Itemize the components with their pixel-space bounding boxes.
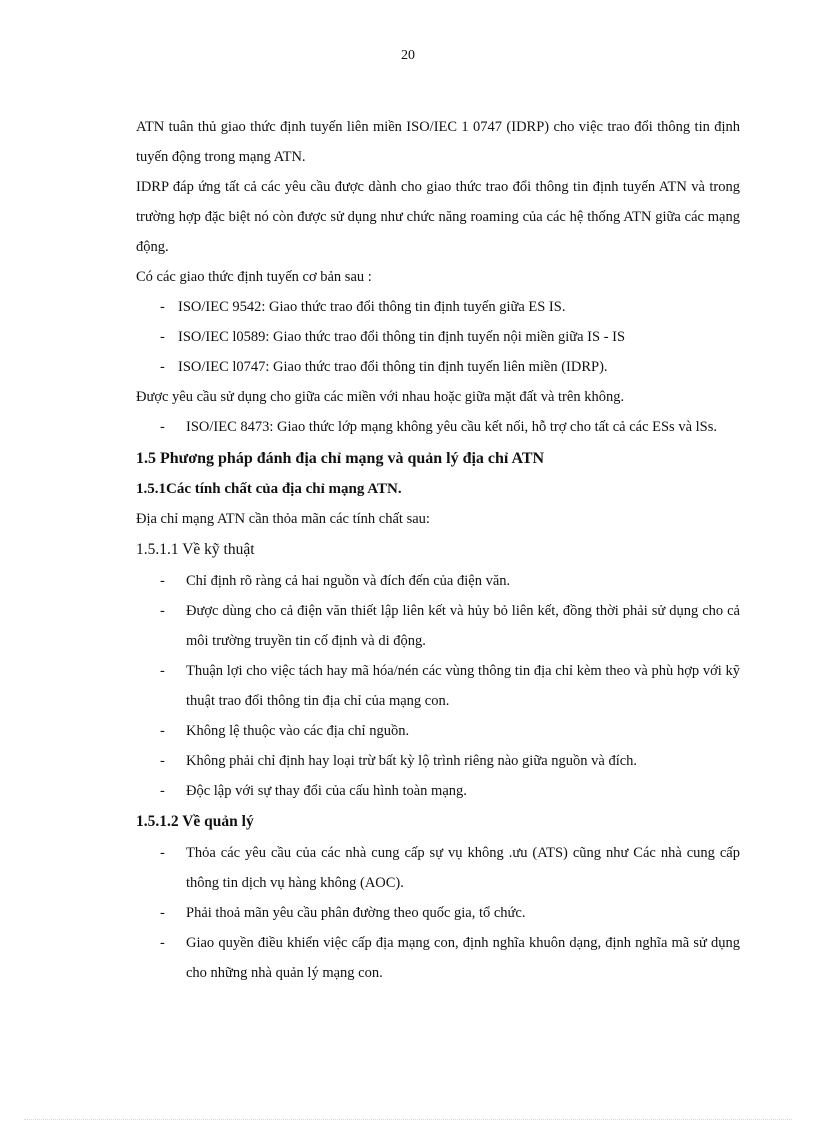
section-heading-1-5-1: 1.5.1Các tính chất của địa chỉ mạng ATN. xyxy=(136,481,402,497)
list-item-text: Giao quyền điều khiển việc cấp địa mạng con, định nghĩa khuôn dạng, định nghĩa mã sử dụng cho những nhà quản lý mạng con. xyxy=(186,935,740,981)
list-item-text: ISO/IEC l0747: Giao thức trao đổi thông tin định tuyến liên miền (IDRP). xyxy=(178,359,608,375)
list-item-text: Chỉ định rõ ràng cả hai nguồn và đích đến của điện văn. xyxy=(186,573,511,589)
list-item xyxy=(136,746,740,776)
list-item xyxy=(136,838,740,898)
list-item-text: Thỏa các yêu cầu của các nhà cung cấp sự vụ không .ưu (ATS) cũng như Các nhà cung cấp thông tin dịch vụ hàng không (AOC). xyxy=(186,845,740,891)
technical-list xyxy=(136,566,740,806)
section-heading-1-5-1-1: 1.5.1.1 Về kỹ thuật xyxy=(136,541,255,558)
paragraph-atn-idrp: ATN tuân thủ giao thức định tuyến liên miền ISO/IEC 1 0747 (IDRP) cho việc trao đổi thông tin định tuyến động trong mạng ATN. xyxy=(136,119,740,165)
dash-bullet: - xyxy=(160,905,165,921)
dash-bullet: - xyxy=(160,329,165,345)
document-body xyxy=(136,112,740,988)
section-heading-1-5-1-2: 1.5.1.2 Về quản lý xyxy=(136,813,254,830)
list-item xyxy=(136,596,740,656)
dash-bullet: - xyxy=(160,663,165,679)
dash-bullet: - xyxy=(160,299,165,315)
paragraph-between-domains: Được yêu cầu sử dụng cho giữa các miền với nhau hoặc giữa mặt đất và trên không. xyxy=(136,389,625,405)
list-item xyxy=(136,716,740,746)
paragraph-properties-intro: Địa chỉ mạng ATN cần thỏa mãn các tính chất sau: xyxy=(136,511,430,527)
dash-bullet: - xyxy=(160,935,165,951)
list-item xyxy=(136,412,740,442)
list-item-text: ISO/IEC 9542: Giao thức trao đổi thông tin định tuyến giữa ES IS. xyxy=(178,299,566,315)
list-item xyxy=(136,776,740,806)
dash-bullet: - xyxy=(160,573,165,589)
dash-bullet: - xyxy=(160,723,165,739)
list-item-text: Phải thoả mãn yêu cầu phân đường theo quốc gia, tổ chức. xyxy=(186,905,526,921)
list-item-text: Được dùng cho cả điện văn thiết lập liên kết và hủy bỏ liên kết, đồng thời phải sử dụng cho cả môi trường truyền tin cố định và di động. xyxy=(186,603,740,649)
list-item xyxy=(136,352,740,382)
management-list xyxy=(136,838,740,988)
list-item-text: Không phải chỉ định hay loại trừ bất kỳ lộ trình riêng nào giữa nguồn và đích. xyxy=(186,753,638,769)
list-item xyxy=(136,322,740,352)
list-item-text: ISO/IEC 8473: Giao thức lớp mạng không yêu cầu kết nối, hỗ trợ cho tất cả các ESs và lSs. xyxy=(186,419,717,435)
dash-bullet: - xyxy=(160,419,165,435)
section-heading-1-5: 1.5 Phương pháp đánh địa chỉ mạng và quản lý địa chỉ ATN xyxy=(136,450,545,467)
list-item xyxy=(136,566,740,596)
list-item xyxy=(136,656,740,716)
list-item-text: Thuận lợi cho việc tách hay mã hóa/nén các vùng thông tin địa chỉ kèm theo và phù hợp với kỹ thuật trao đổi thông tin địa chỉ của mạng con. xyxy=(186,663,740,709)
list-item-text: Không lệ thuộc vào các địa chỉ nguồn. xyxy=(186,723,410,739)
paragraph-protocols-intro: Có các giao thức định tuyến cơ bản sau : xyxy=(136,269,372,285)
list-item xyxy=(136,292,740,322)
page-bottom-divider xyxy=(24,1119,792,1120)
dash-bullet: - xyxy=(160,753,165,769)
dash-bullet: - xyxy=(160,359,165,375)
list-item-text: ISO/IEC l0589: Giao thức trao đổi thông tin định tuyến nội miền giữa IS - IS xyxy=(178,329,626,345)
page-number: 20 xyxy=(401,48,415,63)
network-protocol-list xyxy=(136,412,740,442)
protocol-list xyxy=(136,292,740,382)
list-item-text: Độc lập với sự thay đổi của cấu hình toàn mạng. xyxy=(186,783,467,799)
dash-bullet: - xyxy=(160,603,165,619)
dash-bullet: - xyxy=(160,845,165,861)
paragraph-idrp-requirements: IDRP đáp ứng tất cả các yêu cầu được dành cho giao thức trao đổi thông tin định tuyến ATN và trong trường hợp đặc biệt nó còn được sử dụng như chức năng roaming của các hệ thống ATN giữa các mạng động. xyxy=(136,179,740,255)
list-item xyxy=(136,928,740,988)
dash-bullet: - xyxy=(160,783,165,799)
list-item xyxy=(136,898,740,928)
